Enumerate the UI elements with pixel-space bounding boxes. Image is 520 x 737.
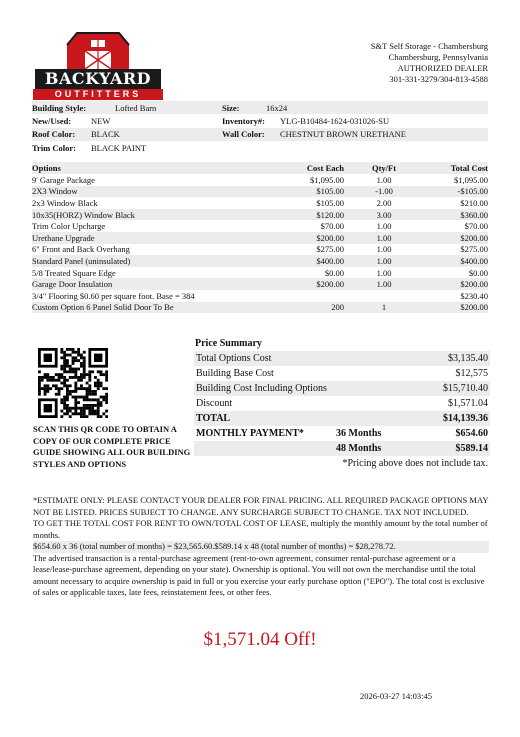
option-qty: 1.00 — [376, 267, 392, 278]
option-name: 10x35(HORZ) Window Black — [32, 209, 254, 221]
months-36-label: 36 Months — [336, 428, 382, 439]
wall-color-value: CHESTNUT BROWN URETHANE — [280, 129, 406, 140]
price-summary — [194, 337, 490, 471]
option-cost-each: $120.00 — [254, 209, 344, 221]
backyard-outfitters-logo — [33, 31, 163, 101]
discount-banner: $1,571.04 Off! — [203, 629, 317, 650]
monthly-48-row — [194, 441, 490, 456]
inventory-value: YLG-B10484-1624-031026-SU — [280, 115, 390, 126]
trim-color-label: Trim Color: — [32, 142, 76, 153]
disclaimer-rental-purchase: The advertised transaction is a rental-purchase agreement (rent-to-own agreement, consumer rental-purchase agreement or a lease/lease-purchase agreement, depending on your state). Ownership is optional. You will not own the merchandise until the total amount necessary to acquire ownership is paid in full or you exercise your early purchase option ("EPO"). The total cost is exclusive of sales or applicable taxes, late fees, reinstatement fees, or other fees. — [33, 552, 485, 597]
dealer-name: S&T Self Storage - Chambersburg — [370, 41, 488, 51]
option-cost-each: $105.00 — [316, 197, 344, 208]
option-name: 3/4" Flooring $0.60 per square foot. Base = 384 — [32, 290, 195, 301]
total-options-row — [194, 351, 490, 366]
option-cost-each: $0.00 — [324, 267, 344, 278]
base-cost-value: $12,575 — [455, 368, 488, 379]
dealer-role: AUTHORIZED DEALER — [397, 63, 488, 73]
col-header-options: Options — [32, 162, 254, 174]
inventory-label: Inventory#: — [222, 115, 265, 126]
option-qty: 1.00 — [344, 232, 424, 244]
option-row — [32, 232, 488, 244]
option-total: -$105.00 — [424, 186, 488, 198]
option-qty: 1.00 — [376, 174, 392, 185]
option-row — [32, 302, 488, 314]
option-row — [32, 220, 488, 232]
months-48-value: $589.14 — [455, 443, 488, 454]
option-total: $400.00 — [424, 255, 488, 267]
logo-text-top: BACKYARD — [44, 69, 152, 88]
logo-text-bottom: OUTFITTERS — [54, 89, 142, 99]
info-row — [32, 114, 488, 127]
base-cost-row — [194, 366, 490, 381]
option-name: 9' Garage Package — [32, 174, 95, 185]
option-row — [32, 186, 488, 198]
col-header-cost-each: Cost Each — [254, 162, 344, 174]
base-cost-label: Building Base Cost — [196, 368, 274, 379]
option-cost-each: $400.00 — [254, 255, 344, 267]
dealer-phone: 301-331-3279/304-813-4588 — [389, 74, 488, 84]
option-name: Garage Door Insulation — [32, 278, 254, 290]
option-row — [32, 290, 488, 302]
option-qty: 1.00 — [376, 244, 392, 255]
option-name: 5/8 Treated Square Edge — [32, 267, 116, 278]
discount-label: Discount — [196, 398, 233, 409]
option-cost-each: $1,095.00 — [310, 174, 344, 185]
option-cost-each: $105.00 — [254, 186, 344, 198]
disclaimer-total-cost: TO GET THE TOTAL COST FOR RENT TO OWN/TOTAL COST OF LEASE, multiply the monthly amount by the total number of months. — [33, 518, 488, 540]
option-total: $275.00 — [460, 244, 488, 255]
building-style-value: Lofted Barn — [115, 102, 157, 113]
option-qty: 1.00 — [344, 255, 424, 267]
info-row — [32, 128, 488, 141]
option-total: $210.00 — [460, 197, 488, 208]
option-total: $70.00 — [464, 221, 488, 232]
total-options-label: Total Options Cost — [196, 353, 272, 364]
option-cost-each — [254, 290, 344, 302]
option-qty: -1.00 — [344, 186, 424, 198]
size-label: Size: — [222, 102, 240, 113]
timestamp: 2026-03-27 14:03:45 — [360, 691, 433, 701]
option-qty — [344, 290, 424, 302]
disclaimer-calculation: $654.60 x 36 (total number of months) = $23,565.60.$589.14 x 48 (total number of months) = $28,278.72. — [33, 541, 489, 553]
option-row — [32, 174, 488, 186]
option-row — [32, 197, 488, 209]
col-header-total-cost: Total Cost — [424, 162, 488, 174]
options-table — [32, 162, 488, 313]
cost-incl-options-label: Building Cost Including Options — [196, 383, 327, 394]
building-style-label: Building Style: — [32, 102, 87, 113]
size-value: 16x24 — [266, 102, 288, 113]
option-row — [32, 209, 488, 221]
option-cost-each: $200.00 — [254, 278, 344, 290]
tax-note: *Pricing above does not include tax. — [342, 458, 488, 469]
disclaimer — [33, 495, 489, 599]
option-qty: 1.00 — [344, 278, 424, 290]
option-name: Trim Color Upcharge — [32, 221, 106, 232]
option-name: Urethane Upgrade — [32, 232, 254, 244]
option-cost-each: $200.00 — [254, 232, 344, 244]
option-name: Standard Panel (uninsulated) — [32, 255, 254, 267]
roof-color-label: Roof Color: — [32, 129, 76, 140]
option-qty: 3.00 — [344, 209, 424, 221]
option-name: Custom Option 6 Panel Solid Door To Be — [32, 302, 254, 314]
new-used-label: New/Used: — [32, 115, 72, 126]
monthly-payment-label: MONTHLY PAYMENT* — [196, 428, 304, 439]
cost-incl-options-row — [194, 381, 490, 396]
option-cost-each: $70.00 — [320, 221, 344, 232]
trim-color-value: BLACK PAINT — [91, 142, 147, 153]
new-used-value: NEW — [91, 115, 111, 126]
months-48-label: 48 Months — [336, 443, 382, 454]
disclaimer-estimate: *ESTIMATE ONLY: PLEASE CONTACT YOUR DEALER FOR FINAL PRICING. ALL REQUIRED PACKAGE OPTIONS MAY NOT BE LISTED. PRICES SUBJECT TO CHANGE. ANY SURCHARGE SUBJECT TO CHANGE. TAX NOT INCLUDED. — [33, 495, 489, 517]
months-36-value: $654.60 — [455, 428, 488, 439]
option-total: $200.00 — [424, 232, 488, 244]
option-cost-each: 200 — [254, 302, 344, 314]
option-qty: 2.00 — [376, 197, 392, 208]
dealer-location: Chambersburg, Pennsylvania — [388, 52, 488, 62]
wall-color-label: Wall Color: — [222, 129, 265, 140]
roof-color-value: BLACK — [91, 129, 120, 140]
price-summary-title: Price Summary — [195, 338, 262, 349]
option-name: 2x3 Window Black — [32, 197, 98, 208]
option-row — [32, 244, 488, 256]
info-row — [32, 101, 488, 114]
option-row — [32, 278, 488, 290]
option-qty: 1 — [344, 302, 424, 314]
total-options-value: $3,135.40 — [448, 353, 488, 364]
info-row — [32, 141, 488, 154]
dealer-info — [371, 41, 488, 85]
building-info — [32, 101, 488, 154]
discount-row — [194, 396, 490, 411]
option-total: $230.40 — [460, 290, 488, 301]
option-total: $200.00 — [424, 278, 488, 290]
total-label: TOTAL — [196, 413, 231, 424]
price-guide-qr-code — [38, 348, 108, 418]
option-cost-each: $275.00 — [316, 244, 344, 255]
discount-value: $1,571.04 — [448, 398, 488, 409]
total-value: $14,139.36 — [443, 413, 488, 424]
option-row — [32, 267, 488, 279]
total-row — [194, 411, 490, 426]
qr-caption: SCAN THIS QR CODE TO OBTAIN A COPY OF OUR COMPLETE PRICE GUIDE SHOWING ALL OUR BUILDING STYLES AND OPTIONS — [33, 424, 191, 469]
col-header-qty: Qty/Ft — [344, 162, 424, 174]
options-header-row — [32, 162, 488, 174]
option-total: $1,095.00 — [454, 174, 488, 185]
option-total: $200.00 — [424, 302, 488, 314]
option-qty: 1.00 — [376, 221, 392, 232]
cost-incl-options-value: $15,710.40 — [443, 383, 488, 394]
option-total: $0.00 — [468, 267, 488, 278]
option-row — [32, 255, 488, 267]
option-name: 6" Front and Back Overhang — [32, 244, 130, 255]
option-name: 2X3 Window — [32, 186, 254, 198]
monthly-36-row — [194, 426, 490, 441]
option-total: $360.00 — [424, 209, 488, 221]
